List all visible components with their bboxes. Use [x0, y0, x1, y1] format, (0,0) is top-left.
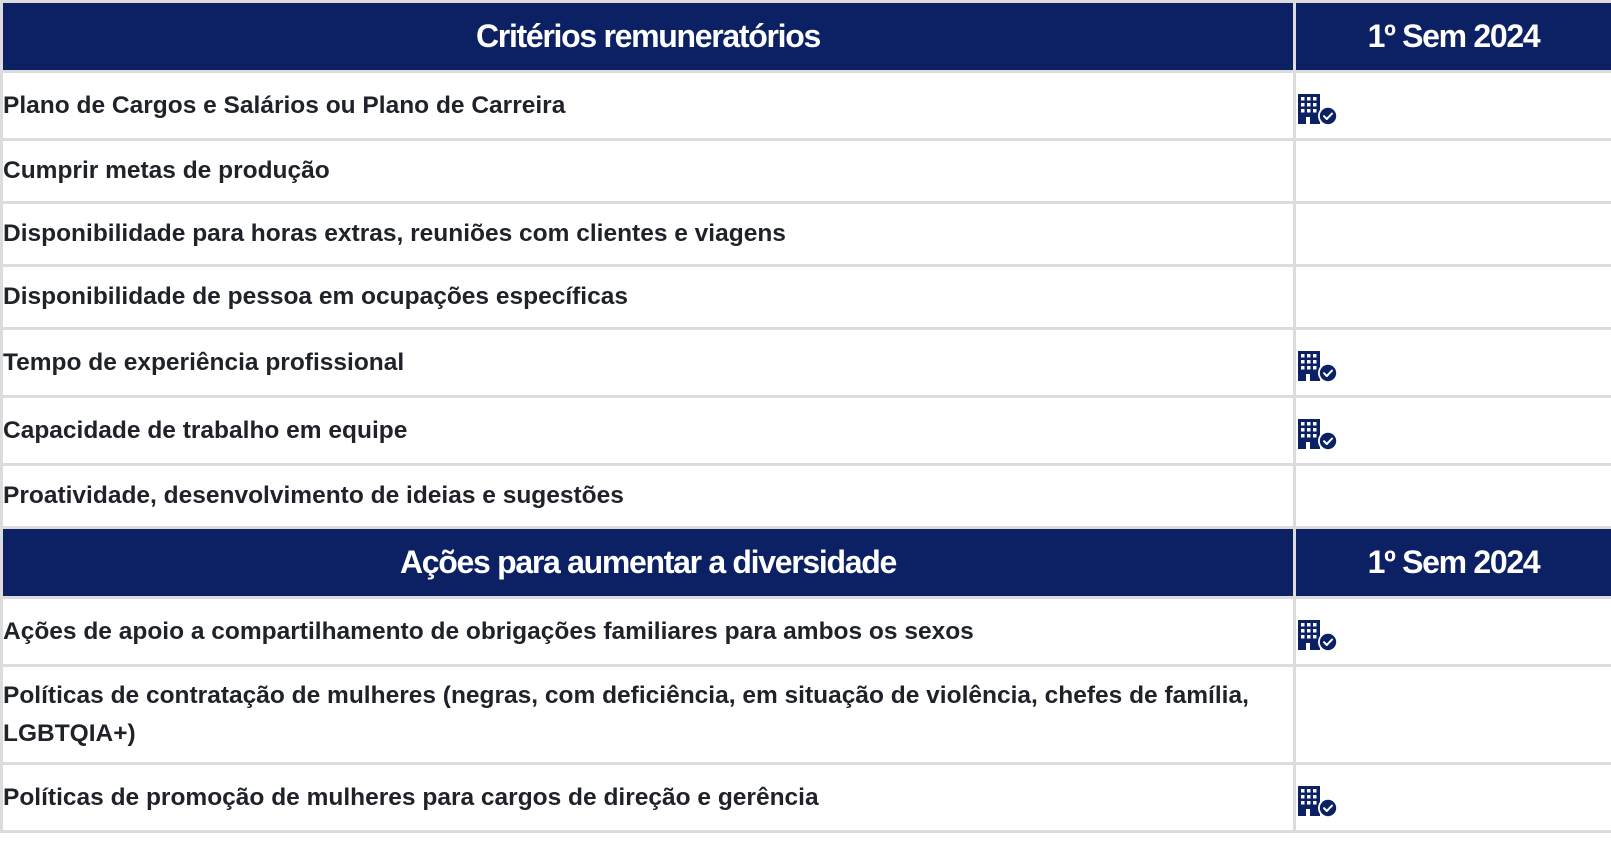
- criterion-mark: [1295, 72, 1611, 140]
- criterion-label: Políticas de promoção de mulheres para cargos de direção e gerência: [2, 764, 1295, 832]
- criterion-mark: [1295, 329, 1611, 397]
- table-row: [2, 72, 1611, 140]
- building-check-icon: [1296, 92, 1340, 126]
- criterion-mark: [1295, 764, 1611, 832]
- section-title: Ações para aumentar a diversidade: [2, 528, 1295, 598]
- building-check-icon: [1296, 483, 1340, 517]
- criterion-label: Ações de apoio a compartilhamento de obrigações familiares para ambos os sexos: [2, 598, 1295, 666]
- criterion-label: Tempo de experiência profissional: [2, 329, 1295, 397]
- building-check-icon: [1296, 284, 1340, 318]
- building-check-icon: [1296, 417, 1340, 451]
- criterion-label: Disponibilidade de pessoa em ocupações específicas: [2, 266, 1295, 329]
- criterion-label: Plano de Cargos e Salários ou Plano de Carreira: [2, 72, 1295, 140]
- criterion-label: Cumprir metas de produção: [2, 140, 1295, 203]
- criterion-label: Disponibilidade para horas extras, reuniões com clientes e viagens: [2, 203, 1295, 266]
- criterion-mark: [1295, 203, 1611, 266]
- table-row: [2, 266, 1611, 329]
- building-check-icon: [1296, 349, 1340, 383]
- table-row: [2, 764, 1611, 832]
- section-header-row: [2, 2, 1611, 72]
- building-check-icon: [1296, 221, 1340, 255]
- criterion-mark: [1295, 598, 1611, 666]
- criterion-mark: [1295, 397, 1611, 465]
- period-header: 1º Sem 2024: [1295, 528, 1611, 598]
- criterion-mark: [1295, 140, 1611, 203]
- criterion-label: Proatividade, desenvolvimento de ideias e sugestões: [2, 465, 1295, 528]
- criterion-label: Políticas de contratação de mulheres (negras, com deficiência, em situação de violência, chefes de família, LGBTQIA+): [2, 666, 1295, 764]
- building-check-icon: [1296, 618, 1340, 652]
- section-header-row: [2, 528, 1611, 598]
- criterion-label: Capacidade de trabalho em equipe: [2, 397, 1295, 465]
- table-row: [2, 666, 1611, 764]
- table-row: [2, 397, 1611, 465]
- building-check-icon: [1296, 784, 1340, 818]
- section-title: Critérios remuneratórios: [2, 2, 1295, 72]
- table-row: [2, 465, 1611, 528]
- table-row: [2, 203, 1611, 266]
- building-check-icon: [1296, 158, 1340, 192]
- period-header: 1º Sem 2024: [1295, 2, 1611, 72]
- building-check-icon: [1296, 701, 1340, 735]
- table-row: [2, 329, 1611, 397]
- criterion-mark: [1295, 666, 1611, 764]
- criterion-mark: [1295, 266, 1611, 329]
- criterion-mark: [1295, 465, 1611, 528]
- table-row: [2, 598, 1611, 666]
- table-row: [2, 140, 1611, 203]
